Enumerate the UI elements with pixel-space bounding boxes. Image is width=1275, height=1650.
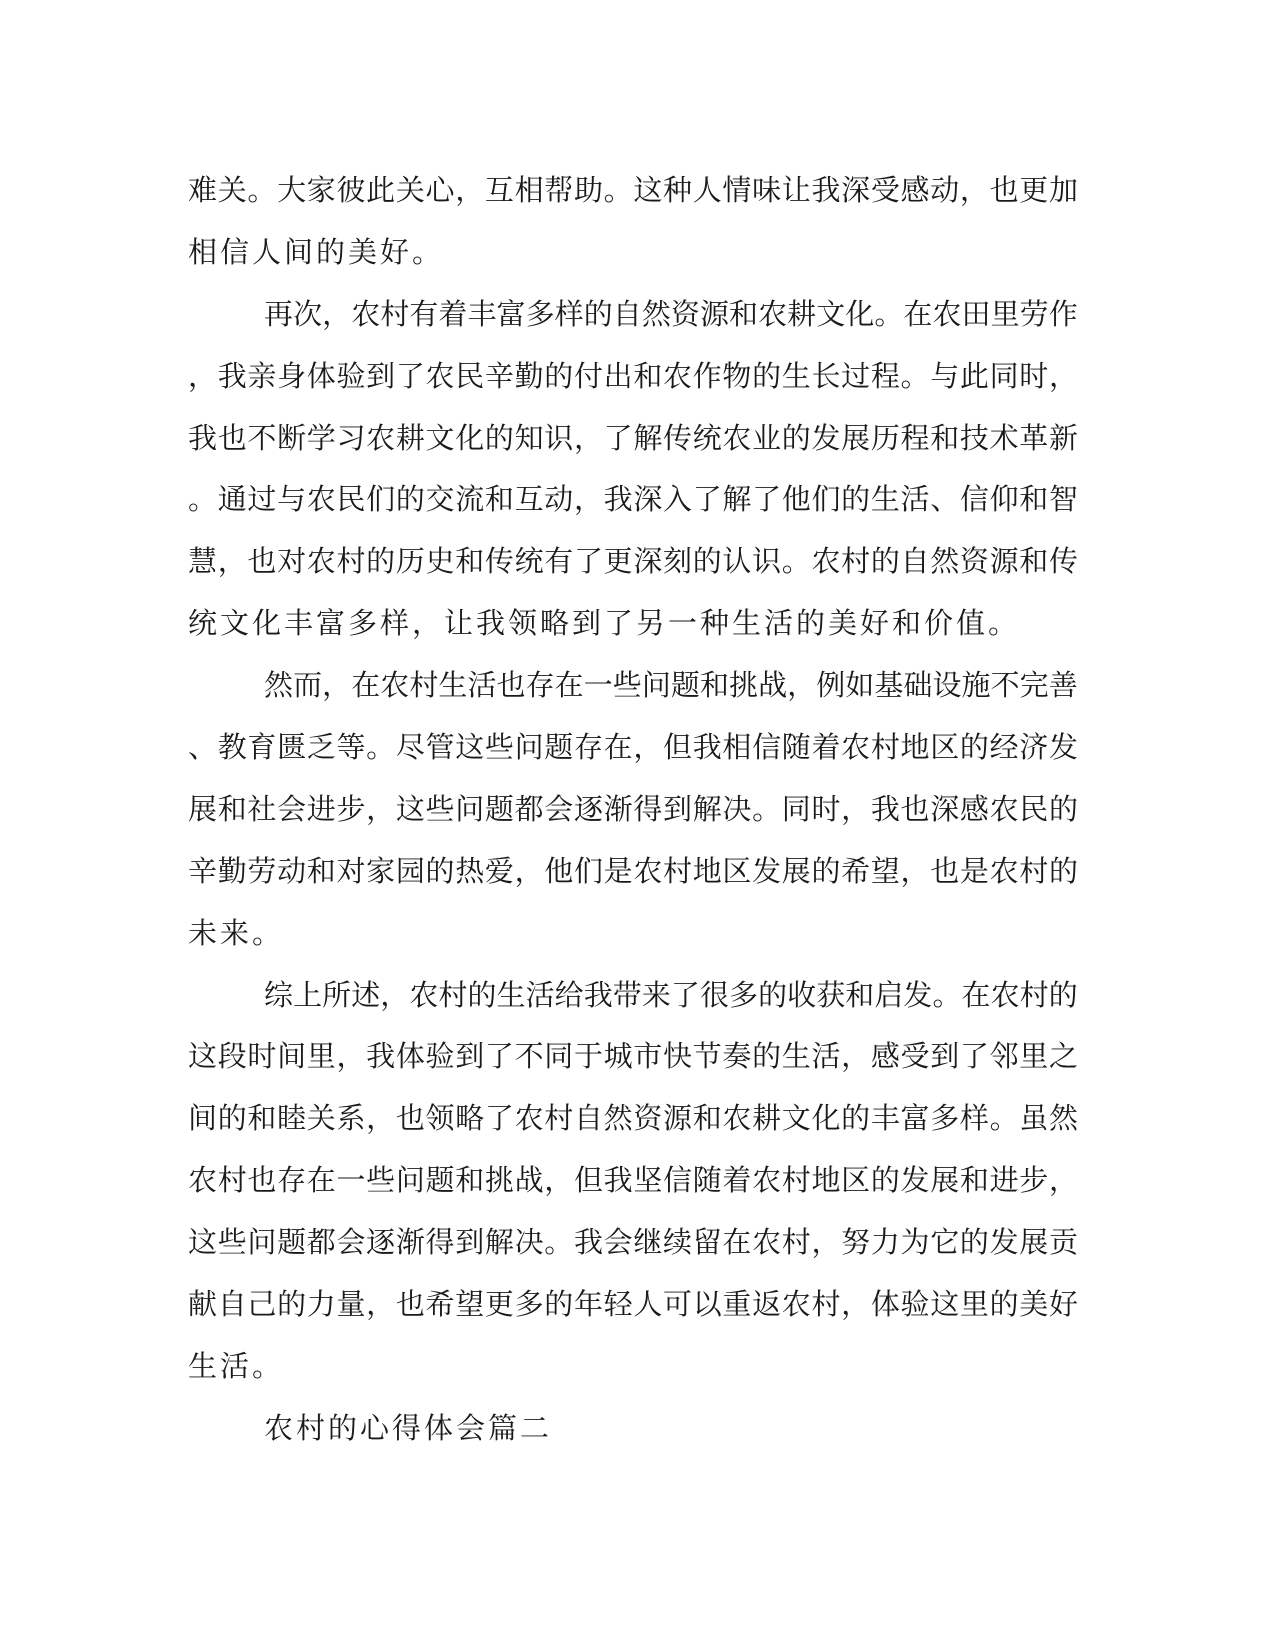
text-line: 间 的 和 睦 关 系 ， 也 领 略 了 农 村 自 然 资 源 和 农 耕 文 化 的 丰 富 多 样 。 虽 然: [188, 1101, 1078, 1136]
text-line: 这 些 问 题 都 会 逐 渐 得 到 解 决 。 我 会 继 续 留 在 农 村 ， 努 力 为 它 的 发 展 贡: [188, 1225, 1078, 1260]
text-line: 展 和 社 会 进 步 ， 这 些 问 题 都 会 逐 渐 得 到 解 决 。 同 时 ， 我 也 深 感 农 民 的: [188, 791, 1078, 826]
text-line: ， 我 亲 身 体 验 到 了 农 民 辛 勤 的 付 出 和 农 作 物 的 生 长 过 程 。 与 此 同 时 ，: [188, 358, 1078, 393]
text-line: 辛 勤 劳 动 和 对 家 园 的 热 爱 ， 他 们 是 农 村 地 区 发 展 的 希 望 ， 也 是 农 村 的: [188, 853, 1078, 888]
text-line: 统文化丰富多样，让我领略到了另一种生活的美好和价值。: [188, 606, 1021, 641]
text-line: 这 段 时 间 里 ， 我 体 验 到 了 不 同 于 城 市 快 节 奏 的 生 活 ， 感 受 到 了 邻 里 之: [188, 1039, 1078, 1074]
text-line: 献 自 己 的 力 量 ， 也 希 望 更 多 的 年 轻 人 可 以 重 返 农 村 ， 体 验 这 里 的 美 好: [188, 1287, 1078, 1322]
text-line: 再 次 ， 农 村 有 着 丰 富 多 样 的 自 然 资 源 和 农 耕 文 化 。 在 农 田 里 劳 作: [264, 296, 1078, 331]
text-line: 生活。: [188, 1348, 285, 1383]
text-line: 然 而 ， 在 农 村 生 活 也 存 在 一 些 问 题 和 挑 战 ， 例 如 基 础 设 施 不 完 善: [264, 668, 1078, 703]
text-line: 相信人间的美好。: [188, 234, 445, 269]
text-line: 、 教 育 匮 乏 等 。 尽 管 这 些 问 题 存 在 ， 但 我 相 信 随 着 农 村 地 区 的 经 济 发: [188, 730, 1078, 765]
body-text: [188, 160, 1078, 1460]
section-heading: 农村的心得体会篇二: [264, 1410, 553, 1445]
text-line: 综 上 所 述 ， 农 村 的 生 活 给 我 带 来 了 很 多 的 收 获 和 启 发 。 在 农 村 的: [264, 977, 1078, 1012]
text-line: 农 村 也 存 在 一 些 问 题 和 挑 战 ， 但 我 坚 信 随 着 农 村 地 区 的 发 展 和 进 步 ，: [188, 1163, 1078, 1198]
text-line: 。 通 过 与 农 民 们 的 交 流 和 互 动 ， 我 深 入 了 解 了 他 们 的 生 活 、 信 仰 和 智: [188, 482, 1078, 517]
text-line: 难 关 。 大 家 彼 此 关 心 ， 互 相 帮 助 。 这 种 人 情 味 让 我 深 受 感 动 ， 也 更 加: [188, 173, 1078, 207]
text-line: 我 也 不 断 学 习 农 耕 文 化 的 知 识 ， 了 解 传 统 农 业 的 发 展 历 程 和 技 术 革 新: [188, 420, 1078, 455]
text-line: 未来。: [188, 915, 285, 950]
text-line: 慧 ， 也 对 农 村 的 历 史 和 传 统 有 了 更 深 刻 的 认 识 。 农 村 的 自 然 资 源 和 传: [188, 544, 1078, 579]
